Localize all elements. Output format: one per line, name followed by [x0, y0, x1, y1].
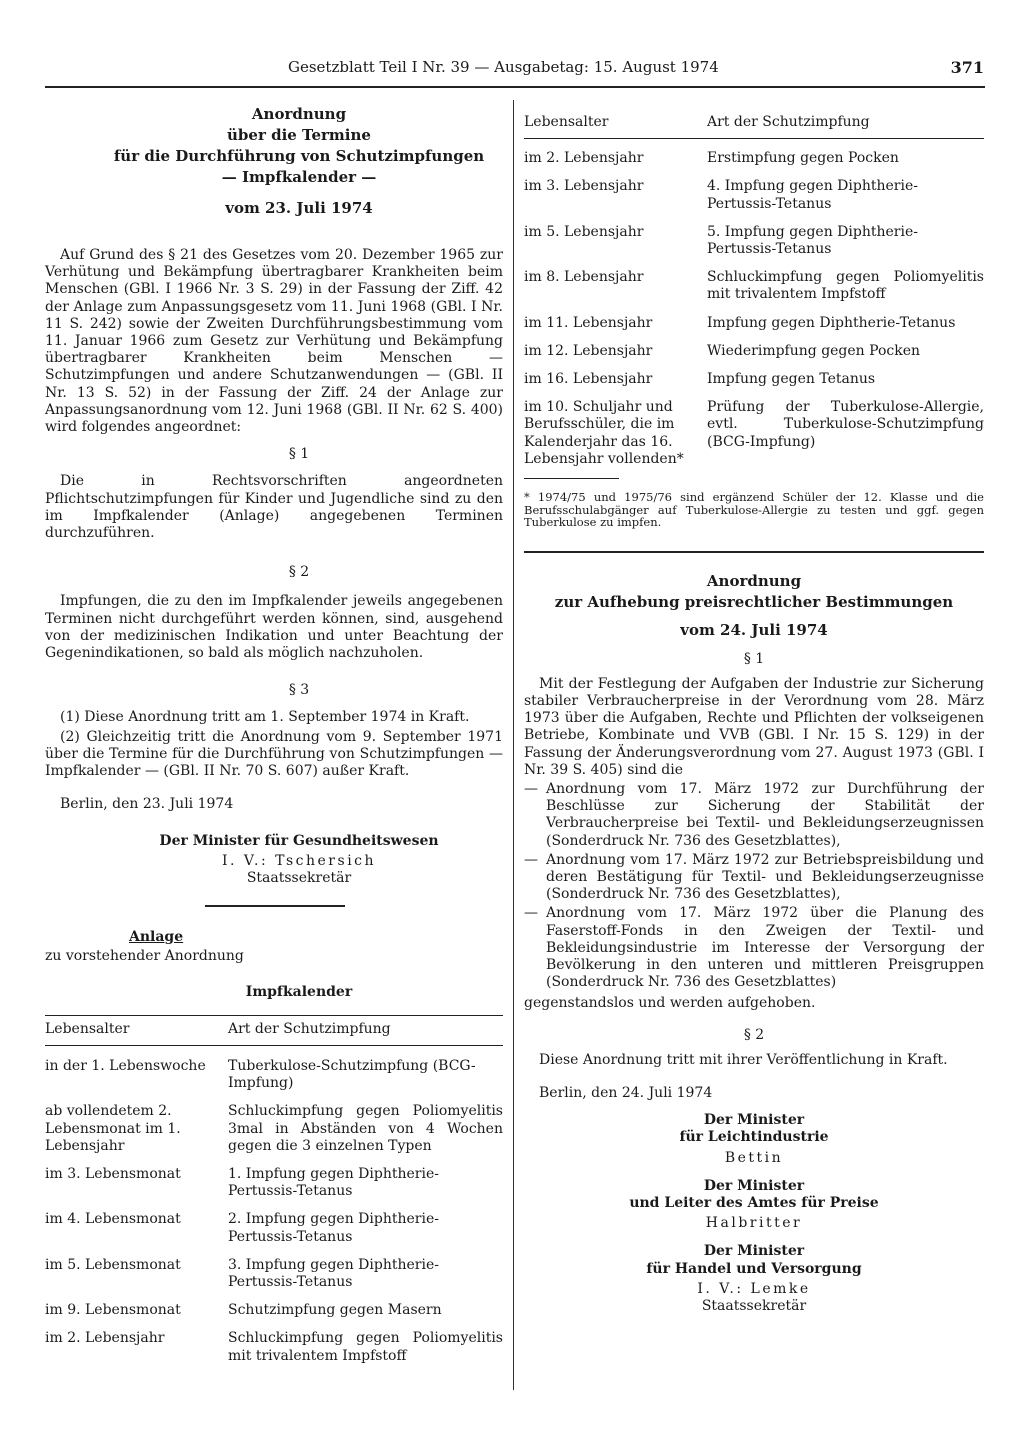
- vaccine-cell: Impfung gegen Tetanus: [707, 371, 876, 388]
- section-3-paragraph-1: (1) Diese Anordnung tritt am 1. September 1974 in Kraft.: [60, 709, 470, 726]
- vaccine-cell: Wiederimpfung gegen Pocken: [707, 342, 921, 359]
- table-row: [524, 213, 984, 258]
- age-cell: ab vollendetem 2. Lebensmonat im 1. Lebensjahr: [45, 1103, 181, 1154]
- age-cell: im 2. Lebensjahr: [524, 150, 644, 167]
- signer-name: Bettin: [724, 1149, 784, 1166]
- age-cell: im 9. Lebensmonat: [45, 1302, 181, 1319]
- section-1-text: Die in Rechtsvorschriften angeordneten Pflichtschutzimpfungen für Kinder und Jugendliche sind zu den im Impfkalender (Anlage) angegebenen Terminen durchzuführen.: [45, 473, 503, 542]
- signer-title: und Leiter des Amtes für Preise: [629, 1195, 879, 1212]
- vaccine-cell: Schluckimpfung gegen Poliomyelitis mit trivalentem Impfstoff: [707, 269, 984, 303]
- vaccine-cell: Prüfung der Tuberkulose-Allergie, evtl. Tuberkulose-Schutzimpfung (BCG-Impfung): [707, 399, 984, 450]
- table-row: [524, 139, 984, 168]
- column-header-vaccination: Art der Schutzimpfung: [707, 110, 984, 139]
- vaccine-cell: Erstimpfung gegen Pocken: [707, 150, 899, 167]
- section-2-text: Impfungen, die zu den im Impfkalender jeweils angegebenen Terminen nicht durchgeführt werden können, sind, ausgehend von der medizinischen Indikation und unter Beachtung der Gegenindikationen, so bald als möglich nachzuholen.: [45, 593, 503, 662]
- signer-block: [524, 1112, 984, 1167]
- table-row: [45, 1092, 503, 1155]
- column-header-age: Lebensalter: [524, 110, 707, 139]
- annex-title: Impfkalender: [245, 983, 353, 1000]
- table-row: [45, 1200, 503, 1245]
- gazette-title: Gesetzblatt Teil I Nr. 39 — Ausgabetag: 15. August 1974: [288, 58, 719, 76]
- list-item: [524, 852, 984, 904]
- age-cell: im 5. Lebensjahr: [524, 223, 644, 240]
- list-item-text: Anordnung vom 17. März 1972 zur Durchführung der Beschlüsse zur Sicherung der Stabilität der Verbraucherpreise bei Textil- und Bekleidungserzeugnissen (Sonderdruck Nr. 736 des Gesetzblattes),: [546, 780, 984, 849]
- signer-name: Halbritter: [705, 1215, 803, 1232]
- section-separator-rule: [524, 551, 984, 553]
- section-1-heading: § 1: [288, 446, 310, 463]
- table-row: [524, 388, 984, 468]
- annex-subtitle: zu vorstehender Anordnung: [45, 948, 244, 965]
- list-item-text: Anordnung vom 17. März 1972 zur Betriebspreisbildung und deren Bestätigung für Textil- und Bekleidungserzeugnisse (Sonderdruck Nr. 736 des Gesetzblattes),: [546, 851, 984, 903]
- table-row: [45, 1045, 503, 1092]
- header-rule: [45, 86, 985, 88]
- table-row: [45, 1319, 503, 1364]
- vaccine-cell: Impfung gegen Diphtherie-Tetanus: [707, 314, 956, 331]
- place-date: Berlin, den 23. Juli 1974: [60, 796, 234, 813]
- table-row: [524, 167, 984, 212]
- table-row: [524, 332, 984, 360]
- column-header-vaccination: Art der Schutzimpfung: [228, 1015, 503, 1045]
- vaccine-cell: 4. Impfung gegen Diphtherie-Pertussis-Tetanus: [707, 178, 918, 212]
- age-cell: im 11. Lebensjahr: [524, 314, 653, 331]
- table-row: [524, 360, 984, 388]
- section-2-heading: § 2: [743, 1026, 765, 1043]
- age-cell: im 16. Lebensjahr: [524, 371, 653, 388]
- page-header: [288, 58, 984, 82]
- dash-bullet: —: [524, 851, 538, 868]
- signer-title: Der Minister: [703, 1243, 805, 1260]
- vaccination-table-part-1: [45, 1015, 503, 1365]
- vaccination-table-part-2: [524, 110, 984, 468]
- table-row: [45, 1291, 503, 1319]
- signer-role: Staatssekretär: [246, 869, 352, 886]
- age-cell: in der 1. Lebenswoche: [45, 1057, 206, 1074]
- table-row: [45, 1155, 503, 1200]
- section-3-heading: § 3: [288, 682, 310, 699]
- title-line: Anordnung: [706, 571, 802, 590]
- page-number: 371: [950, 58, 984, 77]
- ordinance-title: [524, 571, 984, 613]
- ordinance-date: vom 24. Juli 1974: [680, 620, 828, 639]
- right-column: [524, 110, 984, 1315]
- section-1-intro: Mit der Festlegung der Aufgaben der Industrie zur Sicherung stabiler Verbraucherpreise in der Verordnung vom 28. März 1973 über die Aufgaben, Rechte und Pflichten der volkseigenen Betriebe, Kombinate und VVB (GBl. I Nr. 15 S. 129) in der Fassung der Änderungsverordnung vom 27. August 1973 (GBl. I Nr. 39 S. 405) sind die: [524, 675, 984, 778]
- list-item: [524, 905, 984, 991]
- preamble: Auf Grund des § 21 des Gesetzes vom 20. Dezember 1965 zur Verhütung und Bekämpfung übertragbarer Krankheiten beim Menschen (GBl. I 1966 Nr. 3 S. 29) in der Fassung der Ziff. 42 der Anlage zum Anpassungsgesetz vom 11. Juni 1968 (GBl. I Nr. 11 S. 242) sowie der Zweiten Durchführungsbestimmung vom 11. Januar 1966 zum Gesetz zur Verhütung und Bekämpfung übertragbarer Krankheiten beim Menschen — Schutzimpfungen und andere Schutzanwendungen — (GBl. II Nr. 13 S. 52) in der Fassung der Ziff. 24 der Anlage zur Anpassungsanordnung vom 12. Juni 1968 (GBl. II Nr. 62 S. 400) wird folgendes angeordnet:: [45, 247, 503, 436]
- signer-title: Der Minister für Gesundheitswesen: [159, 833, 439, 850]
- title-line: über die Termine: [227, 126, 371, 144]
- signer-role: Staatssekretär: [701, 1298, 807, 1315]
- column-divider: [513, 100, 514, 1390]
- column-header-age: Lebensalter: [45, 1015, 228, 1045]
- age-cell: im 2. Lebensjahr: [45, 1330, 165, 1347]
- vaccine-cell: Schluckimpfung gegen Poliomyelitis 3mal in Abständen von 4 Wochen gegen die 3 einzelnen Typen: [228, 1103, 503, 1154]
- section-2-heading: § 2: [288, 564, 310, 581]
- age-cell: im 5. Lebensmonat: [45, 1256, 181, 1273]
- table-row: [524, 258, 984, 303]
- table-footnote: * 1974/75 und 1975/76 sind ergänzend Schüler der 12. Klasse und die Berufsschulabgänger auf Tuberkulose-Allergie zu testen und ggf. gegen Tuberkulose zu impfen.: [524, 490, 984, 530]
- vaccine-cell: 1. Impfung gegen Diphtherie-Pertussis-Tetanus: [228, 1165, 439, 1200]
- section-3-paragraph-2: (2) Gleichzeitig tritt die Anordnung vom 9. September 1971 über die Termine für die Durchführung von Schutzimpfungen — Impfkalender — (GBl. II Nr. 70 S. 607) außer Kraft.: [45, 728, 503, 780]
- vaccine-cell: 3. Impfung gegen Diphtherie-Pertussis-Tetanus: [228, 1256, 439, 1290]
- signer-title: Der Minister: [703, 1177, 805, 1194]
- signer-name: I. V.: Lemke: [697, 1280, 811, 1297]
- signer-title: Der Minister: [703, 1112, 805, 1129]
- vaccine-cell: 5. Impfung gegen Diphtherie-Pertussis-Tetanus: [707, 223, 918, 258]
- vaccine-cell: Schutzimpfung gegen Masern: [228, 1302, 442, 1319]
- table-row: [524, 304, 984, 332]
- ordinance-date: vom 23. Juli 1974: [225, 199, 373, 217]
- signer-title: für Leichtindustrie: [679, 1129, 829, 1146]
- signer-name: I. V.: Tschersich: [221, 852, 377, 869]
- annex-label: Anlage: [129, 929, 184, 946]
- age-cell: im 10. Schuljahr und Berufsschüler, die im Kalenderjahr das 16. Lebensjahr vollenden*: [524, 399, 684, 467]
- dash-bullet: —: [524, 780, 538, 797]
- list-item-text: Anordnung vom 17. März 1972 über die Planung des Faserstoff-Fonds in den Zweigen der Textil- und Bekleidungsindustrie im Interesse der Versorgung der Bevölkerung in den unteren und mittleren Preisgruppen (Sonderdruck Nr. 736 des Gesetzblattes): [546, 905, 984, 991]
- signer-block: [524, 1178, 984, 1233]
- title-line: für die Durchführung von Schutzimpfungen: [113, 147, 485, 165]
- place-date: Berlin, den 24. Juli 1974: [539, 1085, 713, 1102]
- title-line: — Impfkalender —: [221, 168, 377, 186]
- title-line: zur Aufhebung preisrechtlicher Bestimmungen: [554, 592, 954, 611]
- age-cell: im 8. Lebensjahr: [524, 269, 644, 286]
- signer-title: für Handel und Versorgung: [646, 1260, 862, 1277]
- closing-rule: [205, 905, 345, 907]
- section-2-text: Diese Anordnung tritt mit ihrer Veröffentlichung in Kraft.: [539, 1051, 948, 1068]
- table-row: [45, 1246, 503, 1291]
- age-cell: im 12. Lebensjahr: [524, 342, 653, 359]
- signer-block: [524, 1243, 984, 1315]
- age-cell: im 3. Lebensjahr: [524, 178, 644, 195]
- section-1-heading: § 1: [743, 650, 765, 667]
- footnote-rule: [524, 478, 619, 479]
- ordinance-title: [95, 104, 503, 188]
- section-1-closing: gegenstandslos und werden aufgehoben.: [524, 995, 816, 1012]
- dash-bullet: —: [524, 905, 538, 922]
- title-line: Anordnung: [251, 105, 347, 123]
- age-cell: im 4. Lebensmonat: [45, 1211, 181, 1228]
- left-column: [45, 104, 503, 1365]
- vaccine-cell: 2. Impfung gegen Diphtherie-Pertussis-Tetanus: [228, 1211, 439, 1245]
- vaccine-cell: Tuberkulose-Schutzimpfung (BCG-Impfung): [228, 1057, 476, 1092]
- age-cell: im 3. Lebensmonat: [45, 1165, 181, 1182]
- list-item: [524, 781, 984, 850]
- vaccine-cell: Schluckimpfung gegen Poliomyelitis mit trivalentem Impfstoff: [228, 1330, 503, 1364]
